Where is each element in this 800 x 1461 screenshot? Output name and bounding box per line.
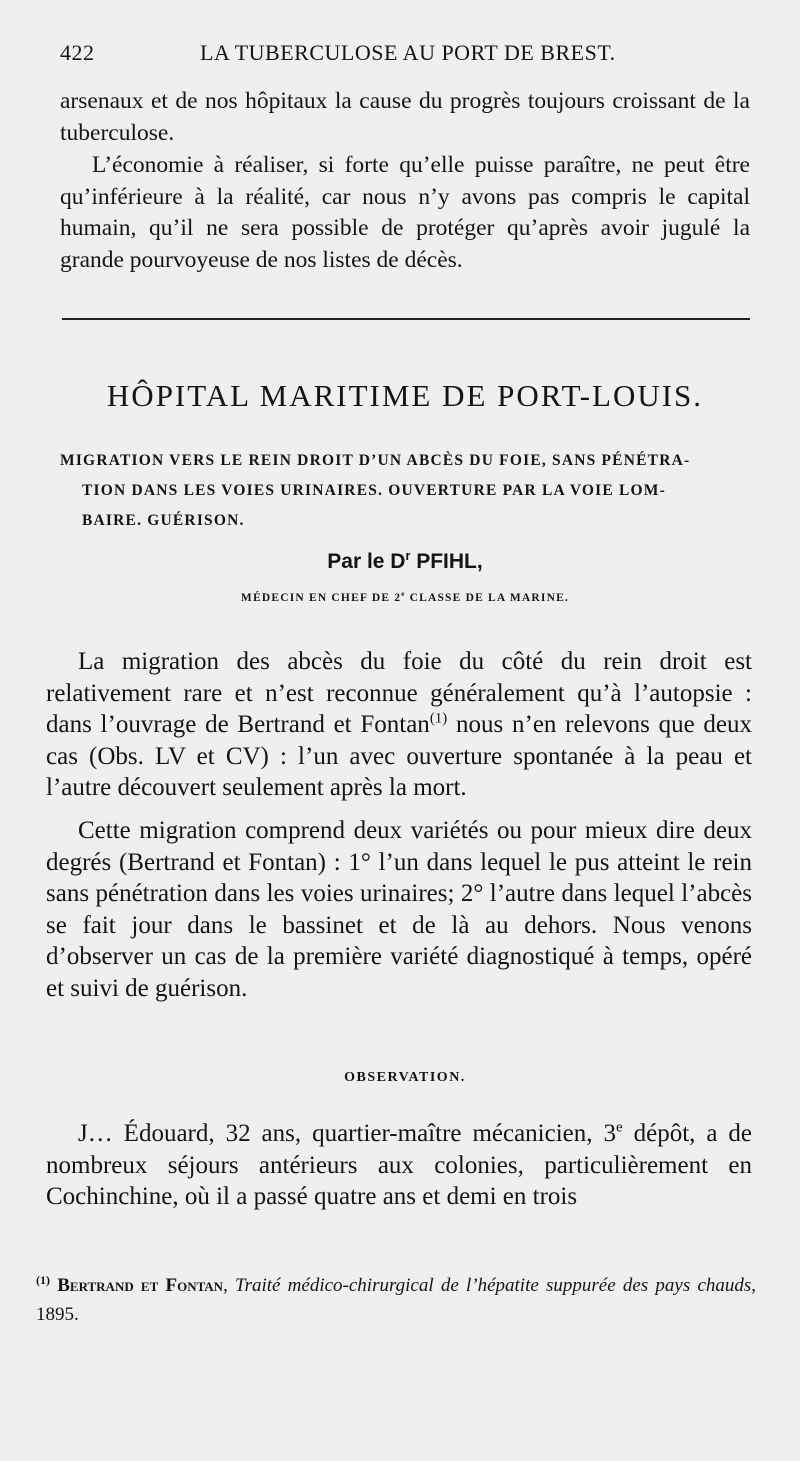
observation-text: J… Édouard, 32 ans, quartier-maître mécanicien, 3: [78, 1120, 616, 1147]
intro-paragraph-2: L’économie à réaliser, si forte qu’elle puisse paraître, ne peut être qu’inférieure à la réalité, car nous n’y avons pas compris le capital humain, qu’il ne sera possible de protéger qu’après avoir jugulé la grande pourvoyeuse de nos listes de décès.: [60, 152, 750, 273]
article-title-line: TION DANS LES VOIES URINAIRES. OUVERTURE PAR LA VOIE LOM-: [82, 482, 667, 499]
body-paragraph-1: [46, 646, 752, 804]
author-affiliation: [60, 592, 750, 604]
byline-prefix: Par le D: [327, 550, 406, 573]
observation-sup: e: [615, 1119, 623, 1136]
article-title: [60, 446, 752, 536]
page-number: 422: [60, 40, 95, 65]
body-paragraph-2: Cette migration comprend deux variétés ou pour mieux dire deux degrés (Bertrand et Fontan) : 1° l’un dans lequel le pus atteint le rein sans pénétration dans les voies urinaires; 2° l’autre dans lequel l’abcès se fait jour dans le bassinet et de là au dehors. Nous venons d’observer un cas de la première variété diagnostiqué à temps, opéré et suivi de guérison.: [46, 817, 752, 1002]
byline: [60, 550, 750, 574]
footnote: [36, 1266, 756, 1329]
byline-sup: r: [405, 549, 411, 563]
observation-paragraph: [46, 1118, 752, 1213]
body-text: La migration des abcès du foie du côté du rein droit est relativement rare et n’est reconnue généralement qu’à l’autopsie : dans l’ouvrage de Bertrand et Fontan: [46, 648, 752, 738]
footnote-separator: ,: [223, 1275, 236, 1296]
article-title-line: BAIRE. GUÉRISON.: [82, 512, 245, 529]
running-title: LA TUBERCULOSE AU PORT DE BREST.: [200, 40, 616, 65]
body-text: nous n’en relevons que deux cas (Obs. LV et CV) : l’un avec ouverture spontanée à la peau et l’autre découvert seulement après la mort.: [46, 711, 752, 801]
footnote-year: , 1895.: [36, 1275, 757, 1325]
footnote-work-title: Traité médico-chirurgical de l’hépatite suppurée des pays chauds: [235, 1275, 752, 1296]
author-name: PFIHL,: [410, 550, 483, 573]
footnote-reference[interactable]: (1): [429, 710, 448, 727]
intro-paragraph-1: arsenaux et de nos hôpitaux la cause du progrès toujours croissant de la tuberculose.: [60, 88, 750, 146]
article-title-line: MIGRATION VERS LE REIN DROIT D’UN ABCÈS DU FOIE, SANS PÉNÉTRA-: [60, 452, 691, 469]
section-divider: [62, 318, 750, 320]
observation-text: dépôt, a de nombreux séjours antérieurs aux colonies, particulièrement en Cochinchine, où il a passé quatre ans et demi en trois: [46, 1120, 752, 1210]
affiliation-prefix: MÉDECIN EN CHEF DE 2: [240, 592, 402, 604]
affiliation-sup: e: [401, 591, 406, 599]
observation-heading: OBSERVATION.: [344, 1070, 466, 1085]
footnote-authors: Bertrand et Fontan: [57, 1275, 224, 1296]
section-title: HÔPITAL MARITIME DE PORT-LOUIS.: [106, 378, 704, 413]
running-header: [60, 40, 750, 72]
footnote-marker: (1): [36, 1273, 50, 1287]
affiliation-suffix: CLASSE DE LA MARINE.: [405, 592, 570, 604]
